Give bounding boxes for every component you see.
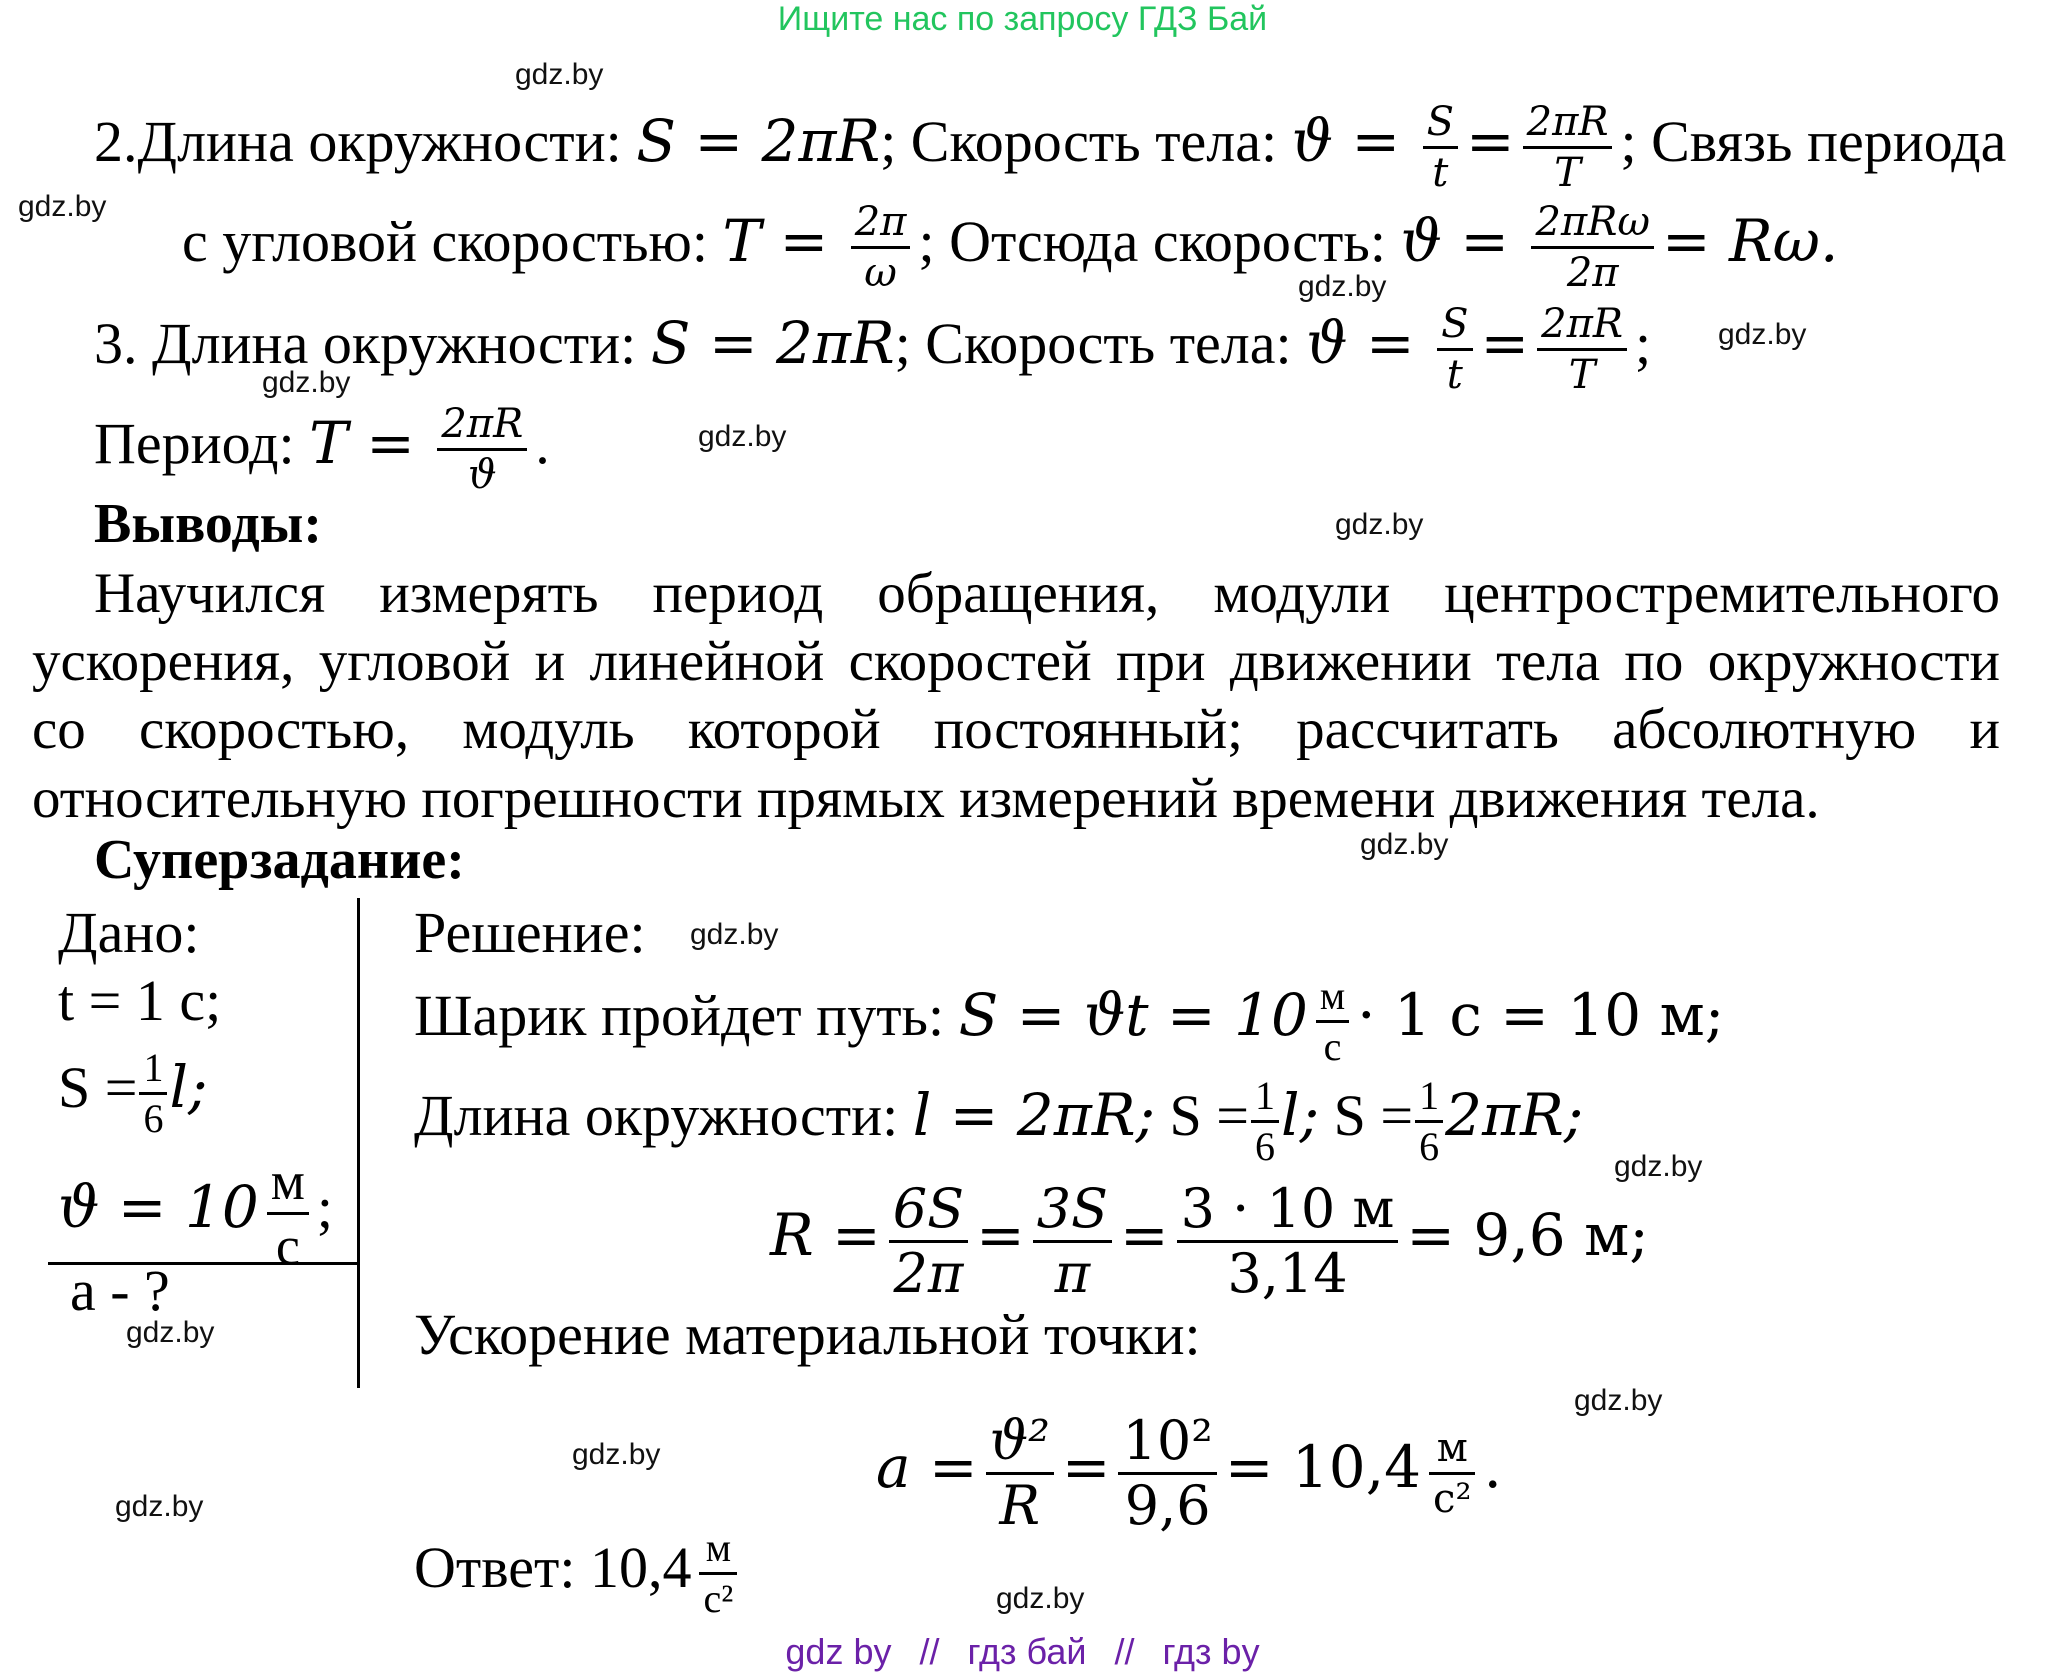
numerator: S [1423,98,1458,149]
supertask-heading: Суперзадание: [94,829,465,891]
text: S = [1319,1082,1414,1148]
numerator: 6S [889,1178,968,1243]
given-vertical-divider [357,898,360,1388]
fraction [437,400,527,499]
fraction [1316,972,1349,1071]
formula: l; [169,1052,208,1121]
numerator: ϑ² [986,1410,1054,1475]
fraction [1531,198,1653,297]
watermark: gdz.by [126,1316,215,1349]
watermark: gdz.by [690,918,779,951]
watermark: gdz.by [262,366,351,399]
footer-link[interactable]: гдз by [1162,1631,1260,1672]
fraction [851,198,911,297]
watermark: gdz.by [115,1490,204,1523]
denominator: π [1054,1242,1091,1305]
text: S = [1155,1082,1250,1148]
watermark: gdz.by [698,420,787,453]
denominator: 6 [1419,1124,1440,1169]
text: 3. Длина окружности: [94,310,651,376]
watermark: gdz.by [996,1582,1085,1615]
denominator: T [1568,352,1596,398]
text: ; [316,1174,334,1240]
numerator: 3 · 10 м [1177,1178,1399,1243]
denominator: с² [1433,1476,1472,1522]
formula: ϑ = 10 [58,1172,259,1241]
text: S = [58,1054,138,1120]
watermark: gdz.by [1574,1384,1663,1417]
text: ; Скорость тела: [894,310,1307,376]
footer-separator: // [919,1631,940,1672]
fraction [267,1150,309,1277]
watermark: gdz.by [1614,1150,1703,1183]
item2-line2 [182,198,1838,297]
text: Период: [94,410,310,476]
answer [414,1524,745,1623]
item3-line1 [94,300,1651,399]
watermark: gdz.by [1335,508,1424,541]
numerator: м [1316,972,1349,1023]
conclusions-heading: Выводы: [94,493,323,555]
text: Шарик пройдет путь: [414,982,959,1048]
numerator: 2πR [1523,98,1613,149]
watermark: gdz.by [1718,318,1807,351]
solution-circumference [414,1072,1583,1171]
numerator: 1 [1251,1072,1279,1123]
solution-path [414,972,1724,1071]
fraction [1033,1178,1112,1305]
solution-acceleration-text: Ускорение материальной точки: [414,1302,1201,1367]
formula: T = [309,408,415,477]
watermark: gdz.by [1360,828,1449,861]
watermark: gdz.by [18,190,107,223]
numerator: 2πR [437,400,527,451]
denominator: R [999,1474,1041,1537]
watermark: gdz.by [572,1438,661,1471]
given-distance [58,1044,208,1143]
denominator: с [1323,1024,1342,1069]
numerator: 10² [1118,1410,1216,1475]
denominator: 6 [143,1096,164,1141]
text: ; Скорость тела: [880,108,1292,174]
formula: S = ϑt = 10 [958,980,1308,1049]
equals: = [1466,106,1515,175]
fraction [1429,1424,1475,1523]
equals: = [1480,308,1530,377]
text: ; Связь периода [1620,108,2007,174]
fraction [139,1044,167,1143]
formula: l = 2πR; [912,1080,1156,1149]
numerator: м [1429,1424,1475,1475]
denominator: t [1446,352,1463,398]
numerator: 3S [1033,1178,1112,1243]
footer-link[interactable]: гдз бай [967,1631,1087,1672]
formula: ϑ = [1291,106,1401,175]
formula: · 1 с = 10 м; [1357,980,1725,1049]
formula: S = 2πR [650,308,895,377]
numerator: м [267,1150,309,1215]
denominator: 2π [893,1242,964,1305]
fraction [1415,1072,1443,1171]
watermark: gdz.by [515,58,604,91]
given-time: t = 1 с; [58,968,222,1033]
formula: R = [770,1200,881,1269]
formula: S = 2πR [636,106,881,175]
denominator: с² [703,1576,734,1621]
text: с угловой скоростью: [182,208,723,274]
fraction [1523,98,1613,197]
given-find: a - ? [70,1258,170,1323]
formula: = Rω. [1661,206,1839,275]
fraction [1177,1178,1399,1305]
solution-radius: R = $\frac{6S}{2\pi}$ = $\frac{3S}{\pi}$ = $\frac{3 \cdot 10 м}{3,14}$ = 9,6 м; [770,1177,1649,1305]
fraction [1537,300,1627,399]
formula: l; [1281,1080,1320,1149]
denominator: 2π [1566,250,1619,296]
item3-line2 [94,400,550,499]
formula: = 10,4 [1224,1432,1422,1501]
formula: ϑ = [1400,206,1509,275]
denominator: с [275,1216,300,1276]
fraction [986,1410,1054,1537]
text: . [535,410,550,476]
denominator: 9,6 [1124,1474,1211,1537]
numerator: 2πRω [1531,198,1653,249]
watermark: gdz.by [1298,270,1387,303]
text: 2.Длина окружности: [94,108,637,174]
numerator: 2πR [1537,300,1627,351]
solution-title: Решение: [414,900,646,965]
footer-separator: // [1114,1631,1135,1672]
fraction [889,1178,968,1305]
solution-acceleration: a = $\frac{\text{ϑ²}}{R}$ = $\frac{\text{10²}}{9,6}$ = 10,4 $\frac{м}{\text{с²}}$ . [876,1409,1502,1537]
footer [0,1631,2045,1672]
fraction [1437,300,1472,399]
text: ; [1634,310,1652,376]
denominator: 3,14 [1227,1242,1348,1305]
text: ; Отсюда скорость: [918,208,1401,274]
fraction [1423,98,1458,197]
formula: a = [876,1432,978,1501]
denominator: T [1554,150,1581,196]
given-title: Дано: [58,900,200,965]
fraction [1118,1410,1216,1537]
numerator: 2π [851,198,911,249]
formula: ϑ = [1306,308,1415,377]
conclusion-line: со скоростью, модуль которой постоянный; рассчитать абсолютную и [32,698,2000,761]
denominator: ω [864,250,897,296]
numerator: S [1437,300,1472,351]
footer-link[interactable]: gdz by [785,1631,892,1672]
conclusion-line: относительную погрешности прямых измерений времени движения тела. [32,767,1820,830]
numerator: м [699,1524,737,1575]
top-banner: Ищите нас по запросу ГДЗ Бай [777,0,1268,38]
numerator: 1 [1415,1072,1443,1123]
denominator: 6 [1255,1124,1276,1169]
conclusion-line: ускорения, угловой и линейной скоростей при движении тела по окружности [32,630,2000,693]
conclusion-line: Научился измерять период обращения, модули центростремительного [94,562,2000,625]
denominator: ϑ [467,452,497,498]
formula: = 9,6 м; [1406,1200,1649,1269]
item2-line1 [94,98,2006,197]
numerator: 1 [139,1044,167,1095]
answer-text: Ответ: 10,4 [414,1534,692,1600]
denominator: t [1432,150,1449,196]
formula: 2πR; [1445,1080,1584,1149]
fraction [699,1524,737,1623]
formula: T = [722,206,829,275]
fraction [1251,1072,1279,1171]
text: Длина окружности: [414,1082,913,1148]
